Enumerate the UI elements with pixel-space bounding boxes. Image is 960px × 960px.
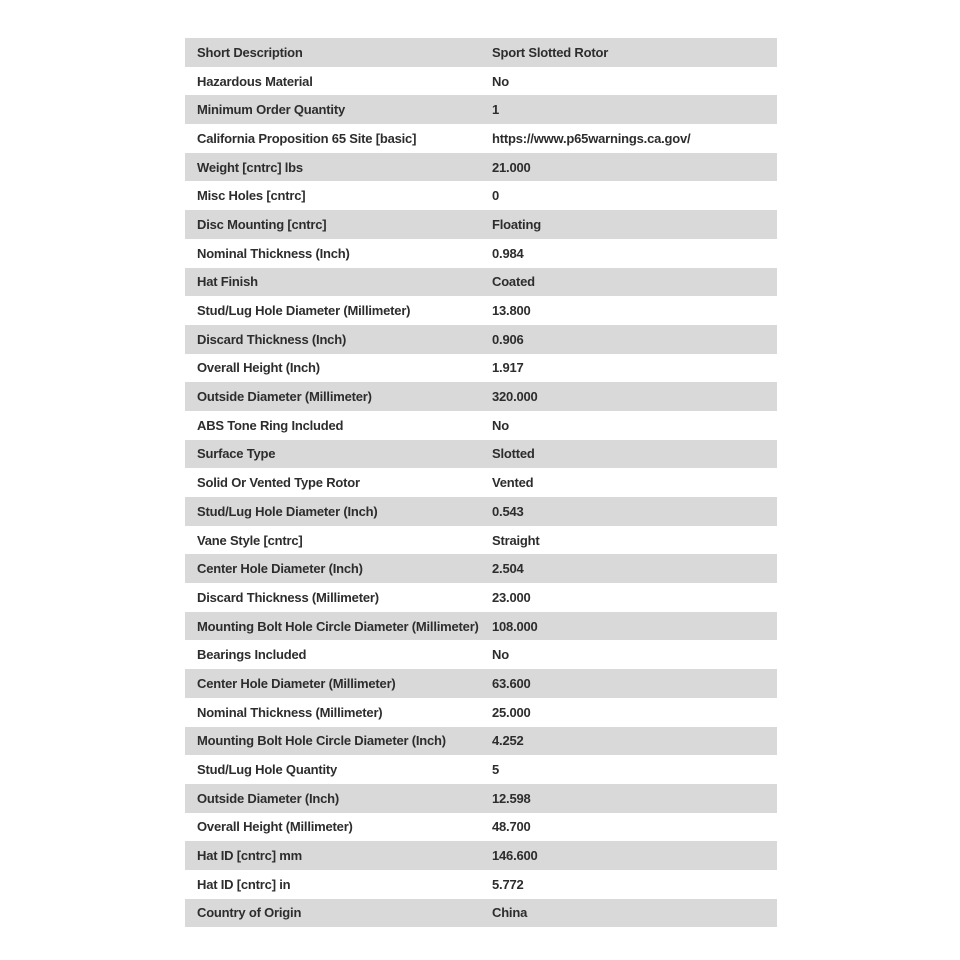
spec-label: Mounting Bolt Hole Circle Diameter (Millimeter) [197,618,479,634]
spec-value: 0.543 [492,503,524,519]
spec-value: 1.917 [492,360,524,376]
table-row [185,411,777,440]
table-row [185,497,777,526]
spec-label: Discard Thickness (Millimeter) [197,589,379,605]
spec-label: Stud/Lug Hole Quantity [197,762,338,778]
spec-value: 5 [492,762,500,778]
table-row [185,268,777,297]
spec-value: https://www.p65warnings.ca.gov/ [492,130,691,146]
table-row [185,526,777,555]
spec-label: Center Hole Diameter (Inch) [197,561,363,577]
table-row [185,67,777,96]
spec-label: Center Hole Diameter (Millimeter) [197,675,396,691]
spec-value: No [492,647,509,663]
table-row [185,554,777,583]
spec-label: Stud/Lug Hole Diameter (Millimeter) [197,303,411,319]
spec-value: Coated [492,274,535,290]
spec-label: Solid Or Vented Type Rotor [197,475,360,491]
table-row [185,38,777,67]
table-row [185,583,777,612]
spec-value: Sport Slotted Rotor [492,44,609,60]
spec-value: 12.598 [492,790,531,806]
spec-value: 146.600 [492,848,538,864]
spec-value: 1 [492,102,500,118]
spec-value: 23.000 [492,589,531,605]
table-row [185,325,777,354]
spec-value: 4.252 [492,733,524,749]
table-row [185,210,777,239]
table-row [185,784,777,813]
spec-label: Hat ID [cntrc] mm [197,848,302,864]
table-row [185,899,777,928]
spec-label: Mounting Bolt Hole Circle Diameter (Inch) [197,733,446,749]
spec-label: Hat ID [cntrc] in [197,876,291,892]
spec-label: Misc Holes [cntrc] [197,188,306,204]
table-row [185,239,777,268]
spec-label: Hat Finish [197,274,258,290]
spec-value: No [492,417,509,433]
table-row [185,440,777,469]
spec-value: 13.800 [492,303,531,319]
table-row [185,181,777,210]
spec-value: 5.772 [492,876,524,892]
table-row [185,382,777,411]
table-row [185,124,777,153]
spec-label: ABS Tone Ring Included [197,417,344,433]
spec-label: Short Description [197,44,303,60]
spec-label: Disc Mounting [cntrc] [197,216,327,232]
spec-label: Vane Style [cntrc] [197,532,303,548]
table-row [185,727,777,756]
spec-value: 0 [492,188,500,204]
table-row [185,640,777,669]
spec-label: Discard Thickness (Inch) [197,331,347,347]
table-row [185,813,777,842]
spec-value: 0.906 [492,331,524,347]
spec-label: Nominal Thickness (Inch) [197,245,350,261]
table-row [185,870,777,899]
spec-label: Outside Diameter (Inch) [197,790,340,806]
spec-label: Weight [cntrc] lbs [197,159,303,175]
spec-value: Floating [492,216,541,232]
spec-label: Minimum Order Quantity [197,102,346,118]
spec-label: Stud/Lug Hole Diameter (Inch) [197,503,378,519]
table-row [185,698,777,727]
table-row [185,95,777,124]
spec-value: Vented [492,475,534,491]
spec-value: 320.000 [492,389,538,405]
spec-value: 0.984 [492,245,524,261]
table-row [185,841,777,870]
spec-value: 108.000 [492,618,538,634]
table-row [185,296,777,325]
spec-value: 63.600 [492,675,531,691]
spec-label: Overall Height (Millimeter) [197,819,353,835]
table-row [185,669,777,698]
spec-label: Overall Height (Inch) [197,360,320,376]
table-row [185,153,777,182]
spec-value: 21.000 [492,159,531,175]
spec-label: Hazardous Material [197,73,313,89]
spec-label: Bearings Included [197,647,307,663]
table-row [185,354,777,383]
spec-value: China [492,905,528,921]
table-row [185,468,777,497]
table-row [185,612,777,641]
spec-table [185,38,777,927]
spec-value: Slotted [492,446,535,462]
spec-label: Country of Origin [197,905,302,921]
spec-label: Outside Diameter (Millimeter) [197,389,372,405]
spec-value: Straight [492,532,540,548]
spec-value: 48.700 [492,819,531,835]
spec-label: Surface Type [197,446,276,462]
table-row [185,755,777,784]
spec-value: No [492,73,509,89]
spec-label: California Proposition 65 Site [basic] [197,130,417,146]
spec-value: 25.000 [492,704,531,720]
spec-value: 2.504 [492,561,524,577]
spec-label: Nominal Thickness (Millimeter) [197,704,383,720]
